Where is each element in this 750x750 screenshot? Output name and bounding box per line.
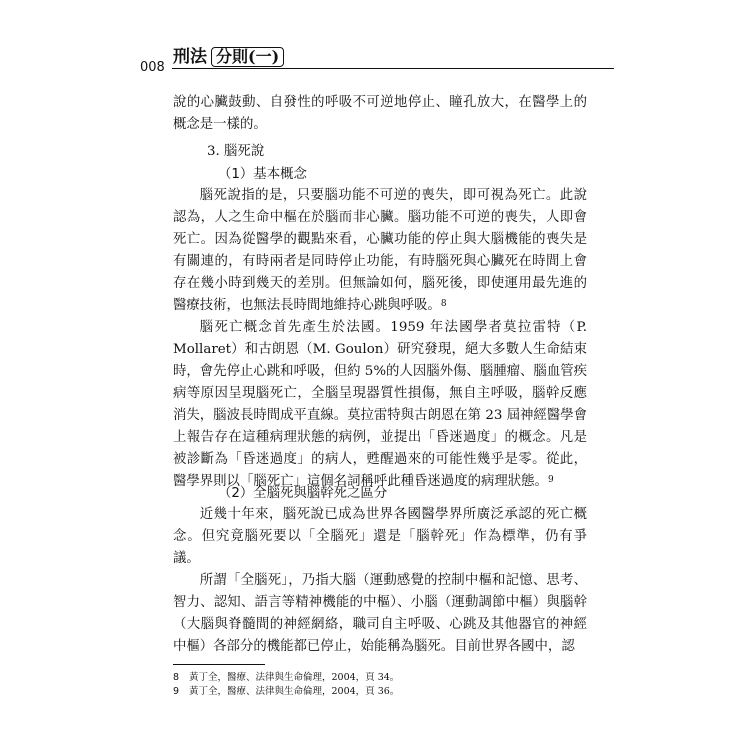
footnote-text: 黃丁全，醫療、法律與生命倫理，2004，頁 34。 [189,672,400,683]
footnote-9 [173,685,399,699]
paragraph-1-text: 腦死說指的是，只要腦功能不可逆的喪失，即可視為死亡。此說認為，人之生命中樞在於腦而非心臟。腦功能不可逆的喪失，人即會死亡。因為從醫學的觀點來看，心臟功能的停止與大腦機能的喪失是有關連的，有時兩者是同時停止功能，有時腦死與心臟死在時間上會存在幾小時到幾天的差別。但無論如何，腦死後，即使運用最先進的醫療技術，也無法長時間地維持心跳與呼吸。 [173,188,587,313]
footnote-ref-9[interactable]: 9 [547,475,554,485]
book-title: 刑法 [173,47,207,67]
paragraph-4-block [173,570,587,658]
footnote-number: 8 [173,672,180,683]
paragraph-2-text: 腦死亡概念首先產生於法國。1959 年法國學者莫拉雷特（P. Mollaret）和古朗恩（M. Goulon）研究發現，絕大多數人生命結束時，會先停止心跳和呼吸，但約 5%的人因腦外傷、腦腫瘤、腦血管疾病等原因呈現腦死亡，全腦呈現器質性損傷，無自主呼吸，腦幹反應消失，腦波長時間成平直線。莫拉雷特與古朗恩在第 23 屆神經醫學會上報告存在這種病理狀態的病例，並提出「昏迷過度」的概念。凡是被診斷為「昏迷過度」的病人，甦醒過來的可能性幾乎是零。從此，醫學界則以「腦死亡」這個名詞稱呼此種昏迷過度的病理狀態。 [173,320,587,489]
page-number: 008 [140,60,165,75]
paragraph-0: 說的心臟鼓動、自發性的呼吸不可逆地停止、瞳孔放大，在醫學上的概念是一樣的。 [173,95,587,132]
section-heading-3: 3. 腦死說 [207,144,265,159]
paragraph-2-block [173,317,587,493]
footnote-number: 9 [173,686,180,697]
running-title [173,47,284,67]
paragraph-1-block [173,185,587,317]
footnote-8 [173,671,399,685]
footnote-rule [173,664,265,665]
paragraph-3: 近幾十年來，腦死說已成為世界各國醫學界所廣泛承認的死亡概念。但究竟腦死要以「全腦死」還是「腦幹死」作為標準，仍有爭議。 [173,507,587,566]
paragraph-1 [173,185,587,317]
subheading-basic-concept: （1）基本概念 [218,167,307,182]
footnote-text: 黃丁全，醫療、法律與生命倫理，2004，頁 36。 [189,686,400,697]
paragraph-2 [173,317,587,493]
paragraph-4: 所謂「全腦死」，乃指大腦（運動感覺的控制中樞和記憶、思考、智力、認知、語言等精神機能的中樞）、小腦（運動調節中樞）與腦幹（大腦與脊髓間的神經網絡，職司自主呼吸、心跳及其他器官的神經中樞）各部分的機能都已停止，始能稱為腦死。目前世界各國中，認 [173,573,587,654]
subheading-whole-brain-vs-brainstem: （2）全腦死與腦幹死之區分 [218,486,388,501]
book-subtitle: 分則(一) [211,47,284,67]
paragraph-continuation [173,92,587,136]
header-rule [172,68,614,69]
page-header [0,0,750,80]
footnote-ref-8[interactable]: 8 [440,299,447,309]
paragraph-3-block [173,504,587,570]
